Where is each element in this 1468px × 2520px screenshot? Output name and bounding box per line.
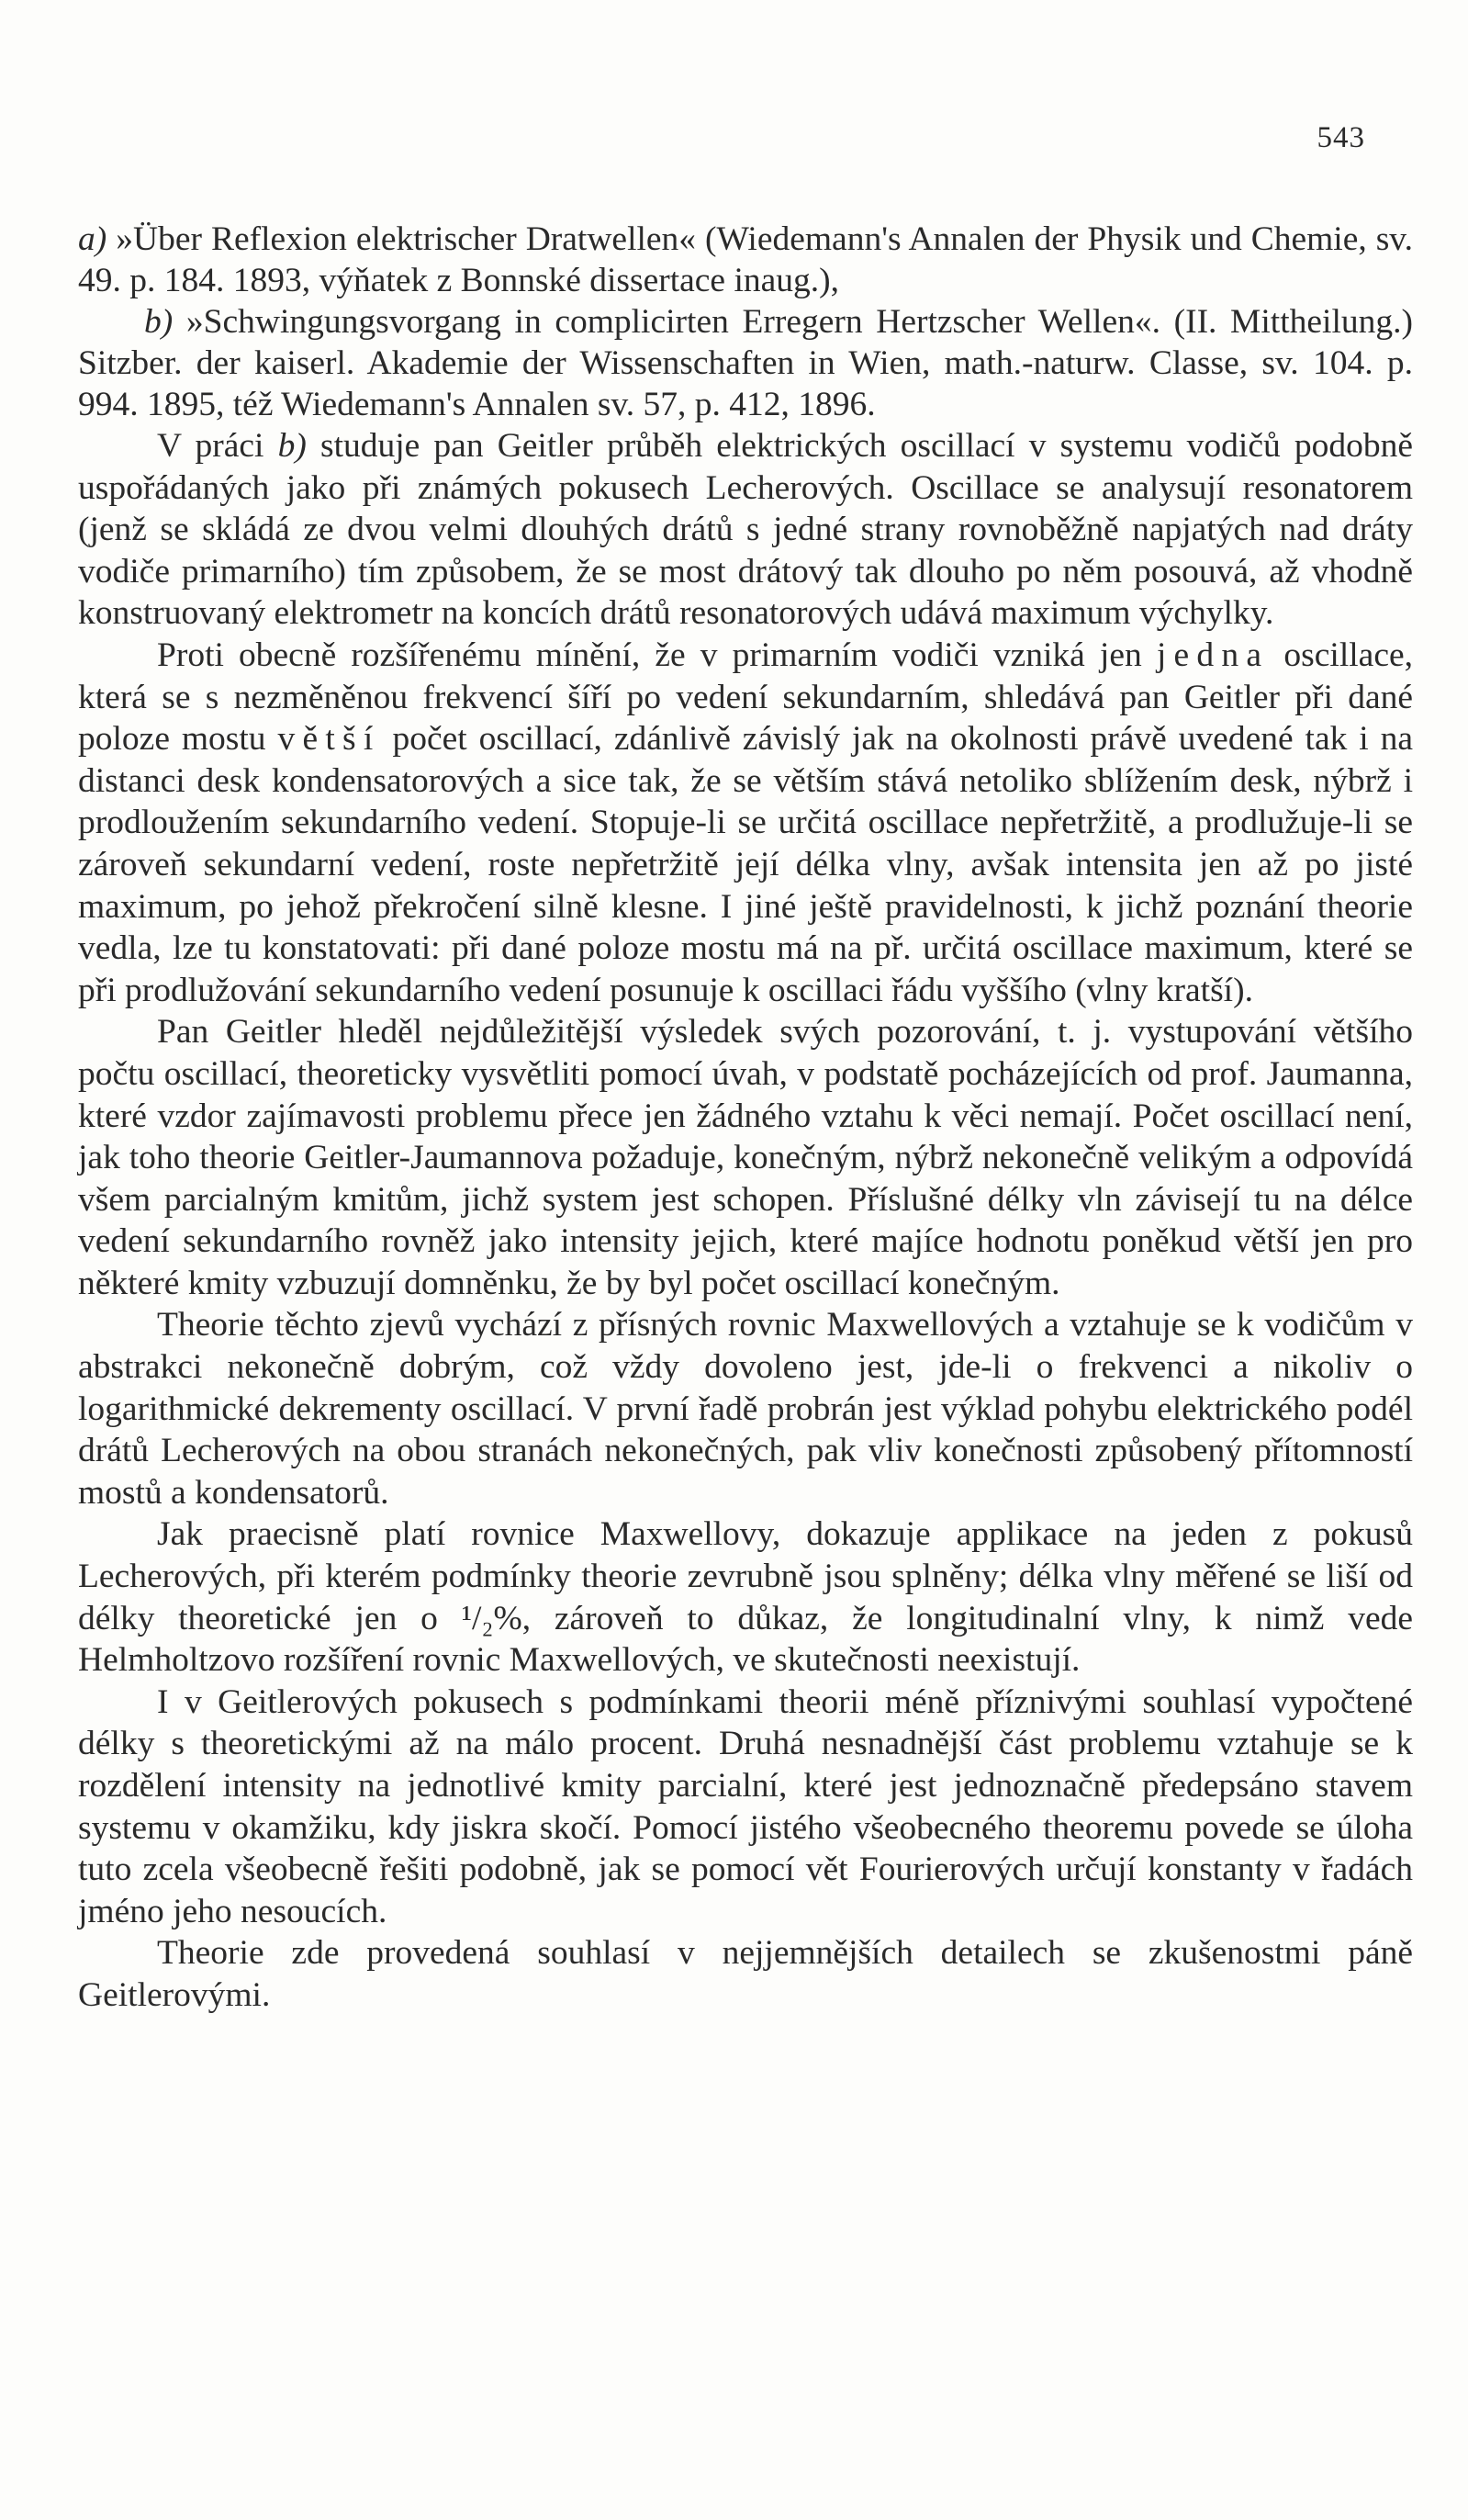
paragraph-1-label: b) (277, 427, 307, 465)
paragraph-3: Pan Geitler hleděl nejdůležitější výsledek svých pozorování, t. j. vystupování většího počtu oscillací, theoreticky vysvětliti pomocí úvah, v podstatě pocházejících od prof. Jaumanna, které vzdor zajímavosti problemu přece jen žádného vztahu k věci nemají. Počet oscillací není, jak toho theorie Geitler-Jaumannova požaduje, konečným, nýbrž nekonečně velikým a odpovídá všem parcialným kmitům, jichž system jest schopen. Příslušné délky vln závisejí tu na délce vedení sekundarního rovněž jako intensity jejich, které majíce hodnotu poněkud větší jen pro některé kmity vzbuzují domněnku, že by byl počet oscillací konečným. (78, 1013, 1413, 1302)
paragraph-1-start: V práci (157, 427, 278, 465)
paragraph-2-part-c: počet oscillací, zdánlivě závislý jak na okolnosti právě uvedené tak i na distanci desk kondensatorových a sice tak, že se větším stává netoliko sblížením desk, nýbrž i prodloužením sekundarního vedení. Stopuje-li se určitá oscillace nepřetržitě, a prodlužuje-li se zároveň sekundarní vedení, roste nepřetržitě její délka vlny, avšak intensita jen až po jisté maximum, po jehož překročení silně klesne. I jiné ještě pravidelnosti, k jichž poznání theorie vedla, lze tu konstatovati: při dané poloze mostu má na př. určitá oscillace maximum, které se při prodlužování sekundarního vedení posunuje k oscillaci řádu vyššího (vlny kratší). (78, 720, 1414, 1009)
paragraph-2-part-b: oscillace, která se s nezměněnou frekvencí šíří po vedení sekundarním, shledává pan Geitler při dané poloze mostu (78, 636, 1413, 759)
paragraph-2-emphasis-jedna: jedna (1156, 636, 1270, 674)
paragraph-6: I v Geitlerových pokusech s podmínkami theorii méně příznivými souhlasí vypočtené délky s theoretickými až na málo procent. Druhá nesnadnější část problemu vztahuje se k rozdělení intensity na jednotlivé kmity parcialní, které jest jednoznačně předepsáno stavem systemu v okamžiku, kdy jiskra skočí. Pomocí jistého všeobecného theoremu povede se úloha tuto zcela všeobecně řešiti podobně, jak se pomocí vět Fourierových určují konstanty v řadách jméno jeho nesoucích. (78, 1682, 1413, 1930)
reference-b (78, 301, 1413, 425)
paragraph-5-fraction: ¹/₂% (461, 1599, 522, 1637)
paragraph-5-part-a: Jak praecisně platí rovnice Maxwellovy, dokazuje applikace na jeden z pokusů Lecherových, při kterém podmínky theorie zevrubně jsou splněny; délka vlny měřené se liší od délky theoretické jen o (78, 1515, 1413, 1637)
reference-a-label: a) (78, 220, 107, 258)
page-number: 543 (1317, 121, 1365, 154)
reference-b-label: b) (144, 303, 174, 341)
paragraph-2-emphasis-vetsi: větší (277, 720, 381, 759)
reference-a (78, 219, 1413, 301)
page-body (78, 219, 1413, 2017)
reference-a-text: »Über Reflexion elektrischer Dratwellen« (Wiedemann's Annalen der Physik und Chemie, sv. 49. p. 184. 1893, výňatek z Bonnské dissertace inaug.), (78, 220, 1413, 299)
reference-b-text: »Schwingungsvorgang in complicirten Erregern Hertzscher Wellen«. (II. Mittheilung.) Sitzber. der kaiserl. Akademie der Wissenschaften in Wien, math.-naturw. Classe, sv. 104. p. 994. 1895, též Wiedemann's Annalen sv. 57, p. 412, 1896. (78, 303, 1413, 423)
paragraph-1 (78, 425, 1413, 635)
paragraph-2 (78, 635, 1413, 1011)
paragraph-2-part-a: Proti obecně rozšířenému mínění, že v primarním vodiči vzniká jen (157, 636, 1157, 674)
paragraph-1-rest: studuje pan Geitler průběh elektrických oscillací v systemu vodičů podobně uspořádaných jako při známých pokusech Lecherových. Oscillace se analysují resonatorem (jenž se skládá ze dvou velmi dlouhých drátů s jedné strany rovnoběžně napjatých nad dráty vodiče primarního) tím způsobem, že se most drátový tak dlouho po něm posouvá, až vhodně konstruovaný elektrometr na koncích drátů resonatorových udává maximum výchylky. (78, 427, 1413, 633)
paragraph-7: Theorie zde provedená souhlasí v nejjemnějších detailech se zkušenostmi páně Geitlerovými. (78, 1934, 1413, 2014)
paragraph-5 (78, 1513, 1413, 1681)
paragraph-5-part-b: , zároveň to důkaz, že longitudinalní vlny, k nimž vede Helmholtzovo rozšíření rovnic Maxwellových, ve skutečnosti neexistují. (78, 1599, 1413, 1680)
paragraph-4: Theorie těchto zjevů vychází z přísných rovnic Maxwellových a vztahuje se k vodičům v abstrakci nekonečně dobrým, což vždy dovoleno jest, jde-li o frekvenci a nikoliv o logarithmické dekrementy oscillací. V první řadě probrán jest výklad pohybu elektrického podél drátů Lecherových na obou stranách nekonečných, pak vliv konečnosti způsobený přítomností mostů a kondensatorů. (78, 1306, 1413, 1512)
